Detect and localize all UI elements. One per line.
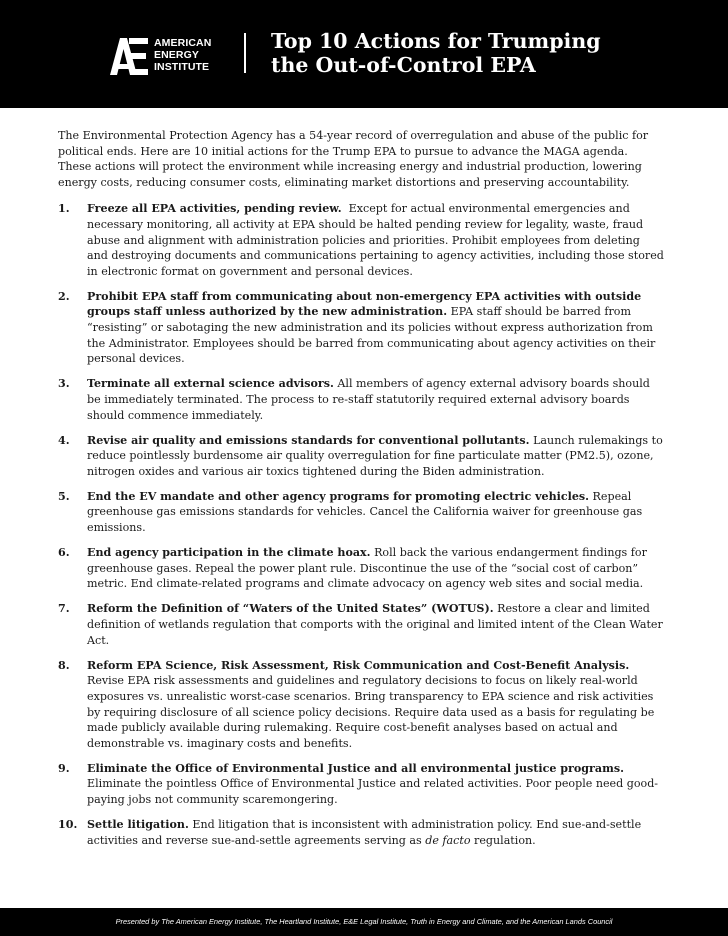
action-number: 10. [58, 818, 78, 832]
action-body: Repeal greenhouse gas emissions standards for vehicles. Cancel the California waiver for greenhouse gas emissions. [87, 489, 643, 535]
title-line-1: Top 10 Actions for Trumping [271, 29, 601, 53]
action-heading: End the EV mandate and other agency programs for promoting electric vehicles. [87, 489, 590, 503]
action-heading: Freeze all EPA activities, pending review. [87, 202, 342, 216]
action-heading: Terminate all external science advisors. [87, 377, 334, 391]
action-number: 6. [58, 546, 70, 560]
document-body [58, 128, 664, 858]
action-item-5 [58, 489, 664, 536]
action-heading: Settle litigation. [87, 818, 189, 832]
action-heading: Reform the Definition of “Waters of the United States” (WOTUS). [87, 602, 494, 616]
action-body: EPA staff should be barred from “resisting” or sabotaging the new administration and its policies without express authorization from the Administrator. Employees should be barred from communicating about agency activities on their personal devices. [87, 305, 656, 366]
action-item-7 [58, 601, 664, 648]
brand-line-2: ENERGY [154, 49, 199, 61]
action-item-3 [58, 376, 664, 423]
action-item-2 [58, 289, 664, 367]
action-heading: Revise air quality and emissions standards for conventional pollutants. [87, 433, 530, 447]
action-body: Eliminate the pointless Office of Environmental Justice and related activities. Poor people need good-paying jobs not community scaremongering. [87, 777, 659, 806]
action-number: 3. [58, 377, 70, 391]
action-body: All members of agency external advisory boards should be immediately terminated. The process to re-staff statutorily required external advisory boards should commence immediately. [87, 377, 650, 422]
action-item-4 [58, 433, 664, 480]
action-number: 8. [58, 658, 70, 672]
action-heading: Eliminate the Office of Environmental Justice and all environmental justice programs. [87, 761, 624, 775]
action-number: 7. [58, 602, 70, 616]
intro-paragraph: The Environmental Protection Agency has a 54-year record of overregulation and abuse of the public for political ends. Here are 10 initial actions for the Trump EPA to pursue to advance the MAGA agenda. These actions will protect the environment while increasing energy and industrial production, lowering energy costs, reducing consumer costs, eliminating market distortions and preserving accountability. [58, 129, 649, 189]
action-heading: Reform EPA Science, Risk Assessment, Risk Communication and Cost-Benefit Analysis. [87, 658, 630, 672]
action-item-1 [58, 201, 664, 279]
action-item-10 [58, 817, 664, 848]
action-heading: End agency participation in the climate hoax. [87, 546, 371, 560]
action-item-9 [58, 761, 664, 808]
action-item-6 [58, 545, 664, 592]
action-body-italic: de facto [425, 833, 471, 847]
brand-line-3: INSTITUTE [154, 61, 210, 73]
action-number: 1. [58, 202, 70, 216]
title-line-2: the Out-of-Control EPA [271, 53, 536, 77]
action-number: 9. [58, 761, 70, 775]
brand-name [154, 37, 211, 73]
header-divider [244, 33, 246, 73]
action-number: 4. [58, 433, 70, 447]
action-number: 2. [58, 289, 70, 303]
action-body: Launch rulemakings to reduce pointlessly burdensome air quality overregulation for fine particulate matter (PM2.5), ozone, nitrogen oxides and various air toxics tightened during the Biden administration. [87, 433, 663, 478]
actions-list [58, 201, 664, 848]
action-body: End litigation that is inconsistent with administration policy. End sue-and-settle activities and reverse sue-and-settle agreements serving as [87, 818, 642, 847]
page-footer: Presented by The American Energy Institute, The Heartland Institute, E&E Legal Institute, Truth in Energy and Climate, and the American Lands Council [0, 908, 728, 936]
brand-logo [108, 36, 228, 76]
action-item-8 [58, 658, 664, 752]
action-heading: Prohibit EPA staff from communicating about non-emergency EPA activities with outside groups staff unless authorized by the new administration. [87, 289, 642, 319]
page-header [0, 0, 728, 108]
action-body-end: regulation. [474, 833, 536, 847]
action-body: Except for actual environmental emergencies and necessary monitoring, all activity at EPA should be halted pending review for legality, waste, fraud abuse and alignment with administration policies and priorities. Prohibit employees from deleting and destroying documents and communications pertaining to agency activities, including those stored in electronic format on government and personal devices. [87, 202, 664, 278]
ae-monogram-icon [108, 36, 150, 76]
action-number: 5. [58, 489, 70, 503]
action-body: Revise EPA risk assessments and guidelines and regulatory decisions to focus on likely real-world exposures vs. unrealistic worst-case scenarios. Bring transparency to EPA science and risk activities by requiring disclosure of all science policy decisions. Require data used as a basis for regulating be made publicly available during rulemaking. Require cost-benefit analyses based on actual and demonstrable vs. imaginary costs and benefits. [87, 674, 655, 750]
page-title [271, 29, 601, 77]
action-body: Restore a clear and limited definition of wetlands regulation that comports with the original and limited intent of the Clean Water Act. [87, 602, 663, 647]
action-body: Roll back the various endangerment findings for greenhouse gases. Repeal the power plant rule. Discontinue the use of the “social cost of carbon” metric. End climate-related programs and climate advocacy on agency web sites and social media. [87, 546, 647, 591]
brand-line-1: AMERICAN [154, 37, 212, 49]
